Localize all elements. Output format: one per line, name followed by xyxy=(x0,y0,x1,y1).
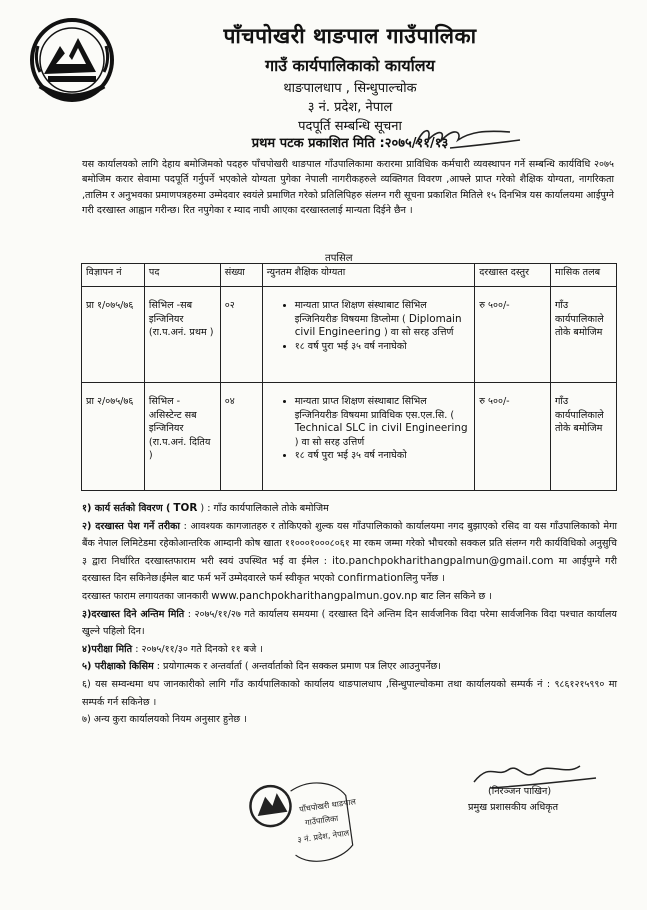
cell-fee: रु ५००/- xyxy=(475,383,551,491)
office-location: थाङपालधाप , सिन्धुपाल्चोक xyxy=(283,81,417,96)
table-header-row xyxy=(82,264,617,287)
office-subtitle: गाउँ कार्यपालिकाको कार्यालय xyxy=(265,56,435,75)
publish-date: प्रथम पटक प्रकाशित मिति :२०७५/११/१३ xyxy=(251,136,449,151)
vacancy-table xyxy=(81,263,617,491)
header-fee: दरखास्त दस्तुर xyxy=(475,264,551,287)
cell-salary: गाँउ कार्यपालिकाले तोके बमोजिम xyxy=(551,383,617,491)
header-post: पद xyxy=(144,264,220,287)
header-count: संख्या xyxy=(220,264,262,287)
cell-salary: गाँउ कार्यपालिकाले तोके बमोजिम xyxy=(551,287,617,383)
qualification-item: • मान्यता प्राप्त शिक्षण संस्थाबाट सिभिल इन्जिनियरीङ विषयमा प्राविधिक एस.एल.सि. ( Technical SLC in civil Engineering ) वा सो सरह उत्तिर्ण xyxy=(295,395,470,449)
note-exam-type: ५) परीक्षाको किसिम : प्रयोगात्मक र अन्तर्वार्ता ( अन्तर्वार्ताको दिन सक्कल प्रमाण पत्र लिएर आउनुपर्नेछ। xyxy=(82,661,441,673)
note-website: दरखास्त फाराम लगायतका जानकारी www.panchpokharithangpalmun.gov.np बाट लिन सकिने छ । xyxy=(82,589,492,602)
cell-count: ०२ xyxy=(220,287,262,383)
website-link[interactable]: www.panchpokharithangpalmun.gov.np xyxy=(211,589,418,602)
note-contact: ६) यस सम्वन्धमा थप जानकारीको लागि गाँउ कार्यपालिकाको कार्यालय थाङपालधाप ,सिन्धुपाल्चोकमा तथा कार्यालयको सम्पर्क नं : ९८६१२१५९९० मा सम्पर्क गर्न सकिनेछ । xyxy=(82,678,617,708)
emblem-logo-icon xyxy=(26,16,118,104)
office-province: ३ नं. प्रदेश, नेपाल xyxy=(307,100,393,115)
table-caption: तपसिल xyxy=(325,253,353,264)
note-exam-date: ४)परीक्षा मिति : २०७५/११/३० गते दिनको ११ बजे । xyxy=(82,643,263,655)
table-row xyxy=(82,287,617,383)
header-ad-no: विज्ञापन नं xyxy=(82,264,145,287)
email-link[interactable]: ito.panchpokharithangpalmun@gmail.com xyxy=(332,554,554,567)
cell-fee: रु ५००/- xyxy=(475,287,551,383)
note-other: ७) अन्य कुरा कार्यालयको नियम अनुसार हुनेछ । xyxy=(82,714,247,726)
stamp-line-3: ३ नं. प्रदेश, नेपाल xyxy=(296,828,350,845)
stamp-line-1: पाँचपोखरी थाङपाल xyxy=(298,797,357,815)
header-salary: मासिक तलब xyxy=(551,264,617,287)
office-name: पाँचपोखरी थाङपाल गाउँपालिका xyxy=(223,24,477,48)
header-qualification: न्युनतम शैक्षिक योग्यता xyxy=(262,264,474,287)
cell-qualification xyxy=(262,383,474,491)
notes-section xyxy=(82,500,617,729)
qualification-item: • मान्यता प्राप्त शिक्षण संस्थाबाट सिभिल इन्जिनियरीङ विषयमा डिप्लोमा ( Diplomain civil Engineering ) वा सो सरह उत्तिर्ण xyxy=(295,299,470,340)
office-stamp-icon xyxy=(245,772,357,872)
cell-qualification xyxy=(262,287,474,383)
qualification-item: • १८ वर्ष पुरा भई ३५ वर्ष ननाघेको xyxy=(295,340,470,354)
note-application-method: २) दरखास्त पेश गर्ने तरीका : आवश्यक कागजातहरु र तोकिएको शुल्क यस गाँउपालिकाको कार्यालयमा नगद बुझाएको रसिद वा यस गाँउपालिकाको मेगा बैंक नेपाल लिमिटेडमा रहेकोआन्तरिक आम्दानी कोष खाता ११०००१०००८०६१ मा रकम जम्मा गरेको भौचरको सक्कल प्रति संलग्न गरी कार्यविधिको अनुसुचि ३ द्वारा निर्धारित दरखास्तफाराम भरी स्वयं उपस्थित भई वा ईमेल : ito.panchpokharithangpalmun@gmail.com मा आईपुग्ने गरी दरखास्त दिन सकिनेछ।ईमेल बाट फर्म भर्ने उम्मेदवारले फर्म स्वीकृत भएको confirmationलिनु पर्नेछ । xyxy=(82,520,617,585)
stamp-line-2: गाउँपालिका xyxy=(304,813,339,828)
officer-name: (निरञ्जन पाखिन) xyxy=(488,786,552,797)
cell-count: ०४ xyxy=(220,383,262,491)
cell-ad-no: प्रा २/०७५/७६ xyxy=(82,383,145,491)
cell-post: सिभिल - असिस्टेन्ट सब इन्जिनियर (रा.प.अनं. दितिय ) xyxy=(144,383,220,491)
qualification-item: • १८ वर्ष पुरा भई ३५ वर्ष ननाघेको xyxy=(295,449,470,463)
cell-post: सिभिल -सब इन्जिनियर (रा.प.अनं. प्रथम ) xyxy=(144,287,220,383)
header-signature-icon xyxy=(410,118,530,154)
officer-title: प्रमुख प्रशासकीय अधिकृत xyxy=(468,802,559,813)
table-row xyxy=(82,383,617,491)
cell-ad-no: प्रा १/०७५/७६ xyxy=(82,287,145,383)
note-deadline: ३)दरखास्त दिने अन्तिम मिति : २०७५/११/२७ गते कार्यालय समयमा ( दरखास्त दिने अन्तिम दिन सार्वजनिक विदा परेमा सार्वजनिक विदा पश्चात कार्यालय खुल्ने पहिलो दिन। xyxy=(82,608,617,638)
notice-title: पदपूर्ति सम्बन्धि सूचना xyxy=(298,119,402,134)
intro-paragraph: यस कार्यालयको लागि देहाय बमोजिमको पदहरु पाँचपोखरी थाङपाल गाँउपालिकामा करारमा प्राविधिक कर्मचारी व्यवस्थापन गर्ने सम्बन्धि कार्यविधि २०७५ बमोजिम करार सेवामा पदपूर्ति गर्नुपर्ने भएकोले योग्यता पुगेका नेपाली नागरीकहरुले व्यक्तिगत विवरण ,आफ्ले प्राप्त गरेको शैक्षिक योग्यता, नागरिकता ,तालिम र अनुभवका प्रमाणपत्रहरुमा उम्मेदवार स्वयंले प्रमाणित गरेको प्रतिलिपिहरु संलग्न गरी सूचना प्रकाशित मितिले १५ दिनभित्र यस कार्यालयमा आईपुग्ने गरी दरखास्त आह्वान गरीन्छ। रित नपुगेका र म्याद नाघी आएका दरखास्तलाई मान्यता दिईने छैन । xyxy=(82,159,614,217)
note-tor: १) कार्य सर्तको विवरण ( TOR ) : गाँउ कार्यपालिकाले तोके बमोजिम xyxy=(82,502,329,514)
